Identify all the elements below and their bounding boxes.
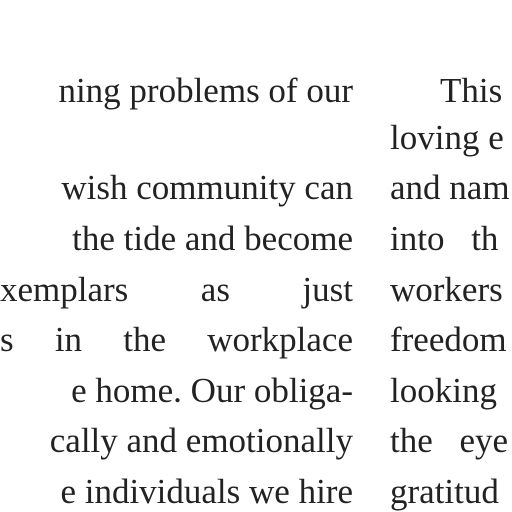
right-text-column [390,0,512,512]
left-line-1: ning problems of our [58,71,353,110]
left-line-4: xemplars as just [0,270,353,309]
right-line-6: freedom [390,320,507,359]
right-line-9: gratitud [390,472,499,511]
right-line-8: the eye [390,421,509,460]
left-line-2: wish community can [61,168,353,207]
left-line-6: e home. Our obliga- [71,371,353,410]
left-line-8: e individuals we hire [60,472,353,511]
right-line-5: workers [390,270,503,309]
right-line-1: This [440,71,503,110]
right-line-7: looking [390,371,497,410]
right-line-3: and nam [390,168,510,207]
right-line-4: into th [390,219,499,258]
right-line-2: loving e [390,118,504,157]
left-line-3: the tide and become [72,219,353,258]
left-line-7: cally and emotionally [49,421,353,460]
left-line-5: s in the workplace [0,320,353,359]
